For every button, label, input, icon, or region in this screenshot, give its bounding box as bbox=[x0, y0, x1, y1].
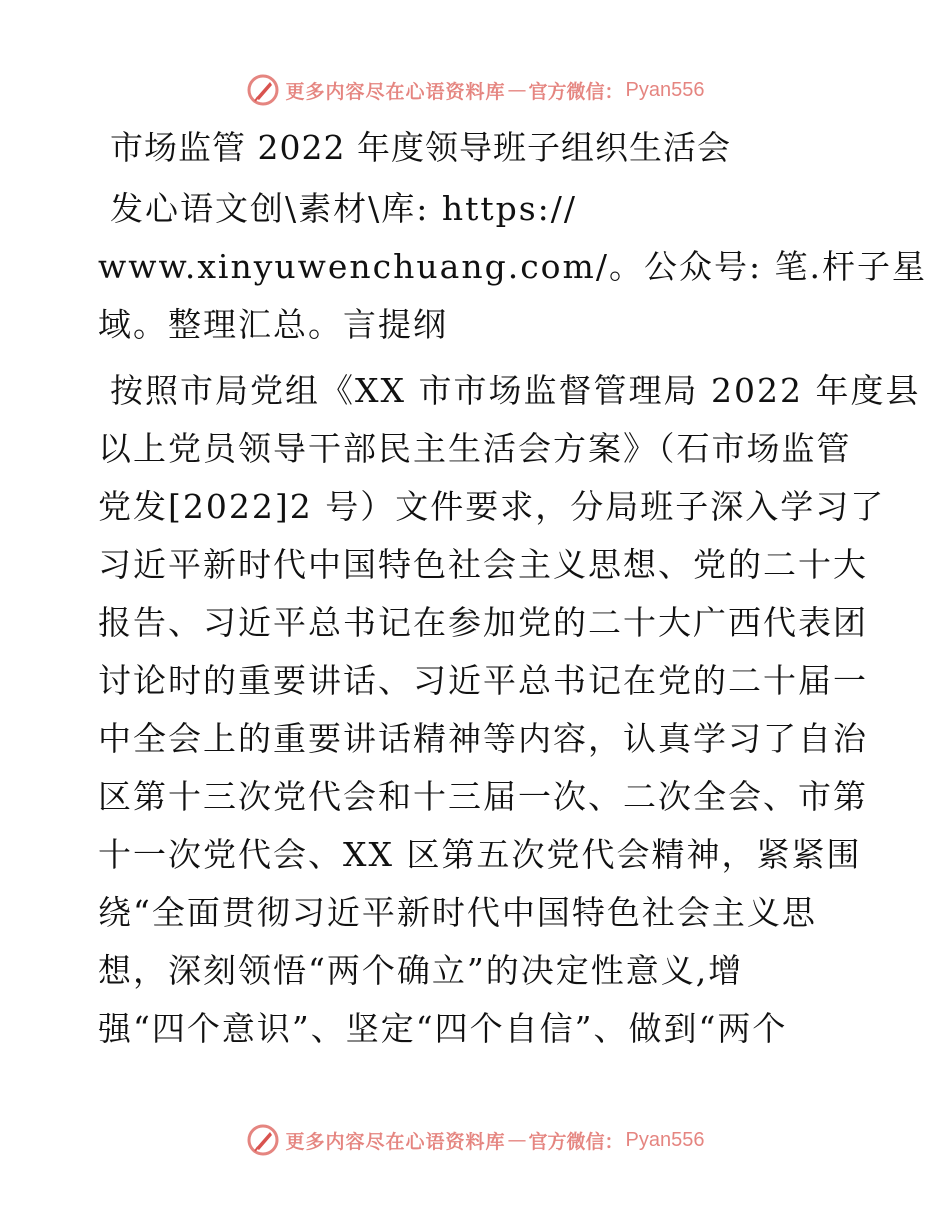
header-watermark bbox=[0, 70, 950, 110]
body-line: 党发[2022]2 号）文件要求，分局班子深入学习了 bbox=[98, 487, 886, 526]
body-line: 习近平新时代中国特色社会主义思想、党的二十大 bbox=[98, 545, 868, 584]
watermark-separator: — bbox=[507, 79, 527, 101]
watermark-separator: — bbox=[507, 1129, 527, 1151]
source-line: 发心语文创\素材\库: https:// bbox=[110, 189, 578, 228]
footer-watermark bbox=[0, 1120, 950, 1160]
body-paragraph bbox=[98, 362, 921, 1058]
body-line: 绕“全面贯彻习近平新时代中国特色社会主义思 bbox=[98, 893, 817, 932]
quill-pen-circle-icon bbox=[246, 1123, 280, 1157]
document-title: 市场监管 2022 年度领导班子组织生活会 bbox=[110, 128, 731, 167]
watermark-text: 更多内容尽在心语资料库 bbox=[285, 1130, 506, 1153]
body-line: 想，深刻领悟“两个确立”的决定性意义,增 bbox=[98, 951, 744, 990]
watermark-label: 官方微信： bbox=[528, 80, 624, 103]
body-line: 报告、习近平总书记在参加党的二十大广西代表团 bbox=[98, 603, 868, 642]
source-line: www.xinyuwenchuang.com/。公众号: 笔.杆子星 bbox=[98, 247, 928, 286]
body-line: 中全会上的重要讲话精神等内容，认真学习了自治 bbox=[98, 719, 868, 758]
body-line: 以上党员领导干部民主生活会方案》（石市场监管 bbox=[98, 429, 852, 468]
watermark-text: 更多内容尽在心语资料库 bbox=[285, 80, 506, 103]
source-paragraph bbox=[98, 180, 928, 354]
body-line: 十一次党代会、XX 区第五次党代会精神，紧紧围 bbox=[98, 835, 862, 874]
document-body bbox=[98, 122, 928, 1066]
watermark-label: 官方微信： bbox=[528, 1130, 624, 1153]
body-line: 讨论时的重要讲话、习近平总书记在党的二十届一 bbox=[98, 661, 868, 700]
watermark-wechat-id: Pyan556 bbox=[625, 1128, 705, 1151]
source-line: 域。整理汇总。言提纲 bbox=[98, 305, 448, 344]
body-line: 强“四个意识”、坚定“四个自信”、做到“两个 bbox=[98, 1009, 788, 1048]
quill-pen-circle-icon bbox=[246, 73, 280, 107]
body-line: 区第十三次党代会和十三届一次、二次全会、市第 bbox=[98, 777, 868, 816]
body-line: 按照市局党组《XX 市市场监督管理局 2022 年度县 bbox=[110, 371, 921, 410]
watermark-wechat-id: Pyan556 bbox=[625, 78, 705, 101]
